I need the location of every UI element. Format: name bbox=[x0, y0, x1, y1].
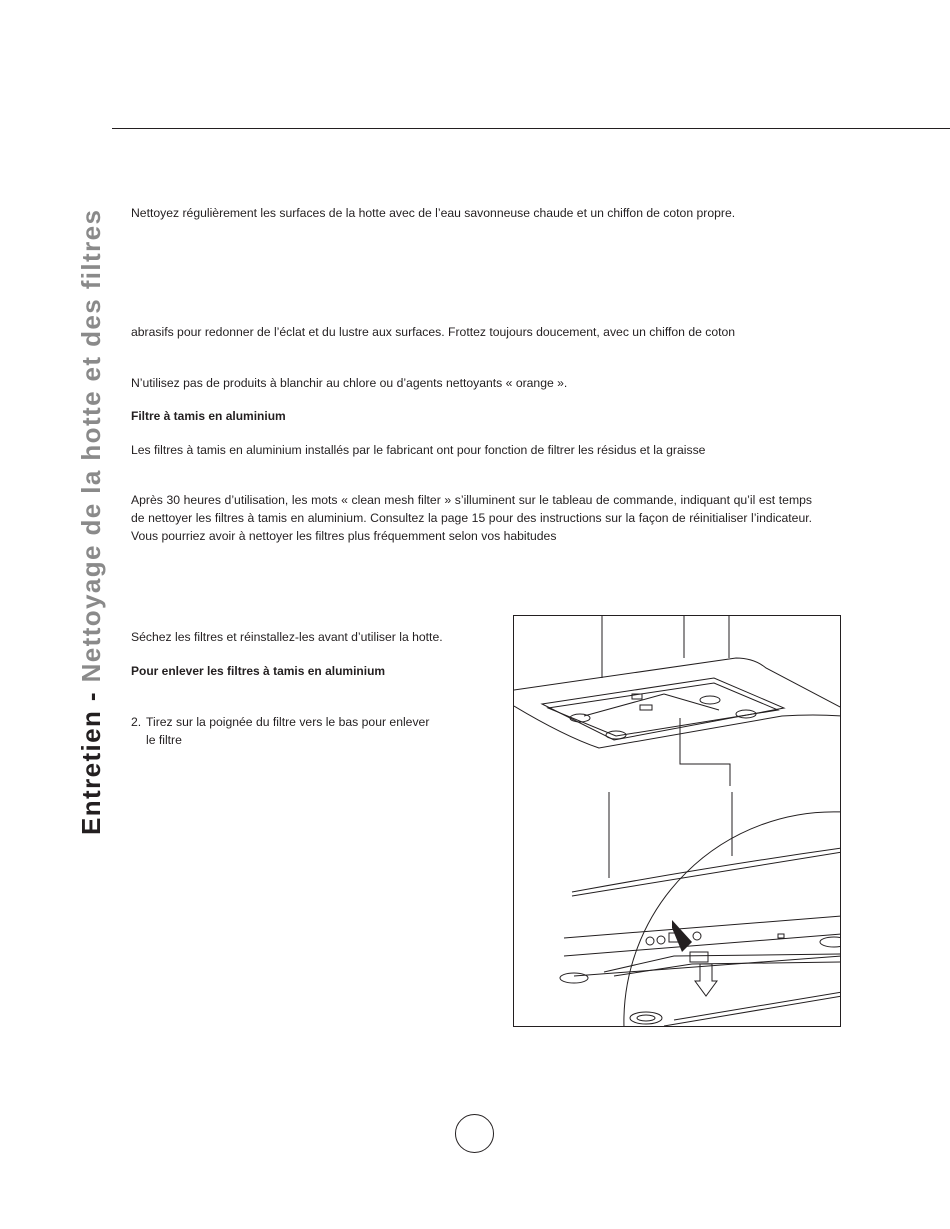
heading-aluminium-filter: Filtre à tamis en aluminium bbox=[131, 409, 286, 423]
paragraph-no-bleach: N’utilisez pas de produits à blanchir au chlore ou d’agents nettoyants « orange ». bbox=[131, 376, 568, 390]
paragraph-surface-cleaning: Nettoyez régulièrement les surfaces de la hotte avec de l’eau savonneuse chaude et un chiffon de coton propre. bbox=[131, 206, 736, 220]
paragraph-filter-function: Les filtres à tamis en aluminium installés par le fabricant ont pour fonction de filtrer les résidus et la graisse bbox=[131, 443, 706, 457]
step-2 bbox=[131, 713, 491, 749]
header-rule bbox=[112, 128, 950, 129]
page-number-circle bbox=[455, 1114, 494, 1153]
side-section-title bbox=[74, 155, 108, 835]
down-arrow-icon bbox=[695, 964, 717, 996]
paragraph-dry-filters: Séchez les filtres et réinstallez-les avant d’utiliser la hotte. bbox=[131, 630, 443, 644]
step-2-text-line2: le filtre bbox=[146, 733, 182, 747]
paragraph-abrasives: abrasifs pour redonner de l’éclat et du lustre aux surfaces. Frottez toujours doucement, avec un chiffon de coton bbox=[131, 325, 736, 339]
side-title-topic: Nettoyage de la hotte et des filtres bbox=[76, 208, 106, 683]
step-2-number: 2. bbox=[131, 715, 142, 729]
step-2-text-line1: Tirez sur la poignée du filtre vers le bas pour enlever bbox=[146, 715, 430, 729]
hood-drawing bbox=[514, 616, 841, 1027]
heading-remove-filters: Pour enlever les filtres à tamis en aluminium bbox=[131, 664, 386, 678]
side-title-section: Entretien - bbox=[76, 691, 106, 835]
range-hood-illustration bbox=[513, 615, 841, 1027]
paragraph-filter-indicator: Après 30 heures d’utilisation, les mots « clean mesh filter » s’illuminent sur le tableau de commande, indiquant qu’il est temps de nettoyer les filtres à tamis en aluminium. Consultez la page 15 pour des instructions sur la façon de réinitialiser l’indicateur. Vous pourriez avoir à nettoyer les filtres plus fréquemment selon vos habitudes bbox=[131, 493, 812, 543]
